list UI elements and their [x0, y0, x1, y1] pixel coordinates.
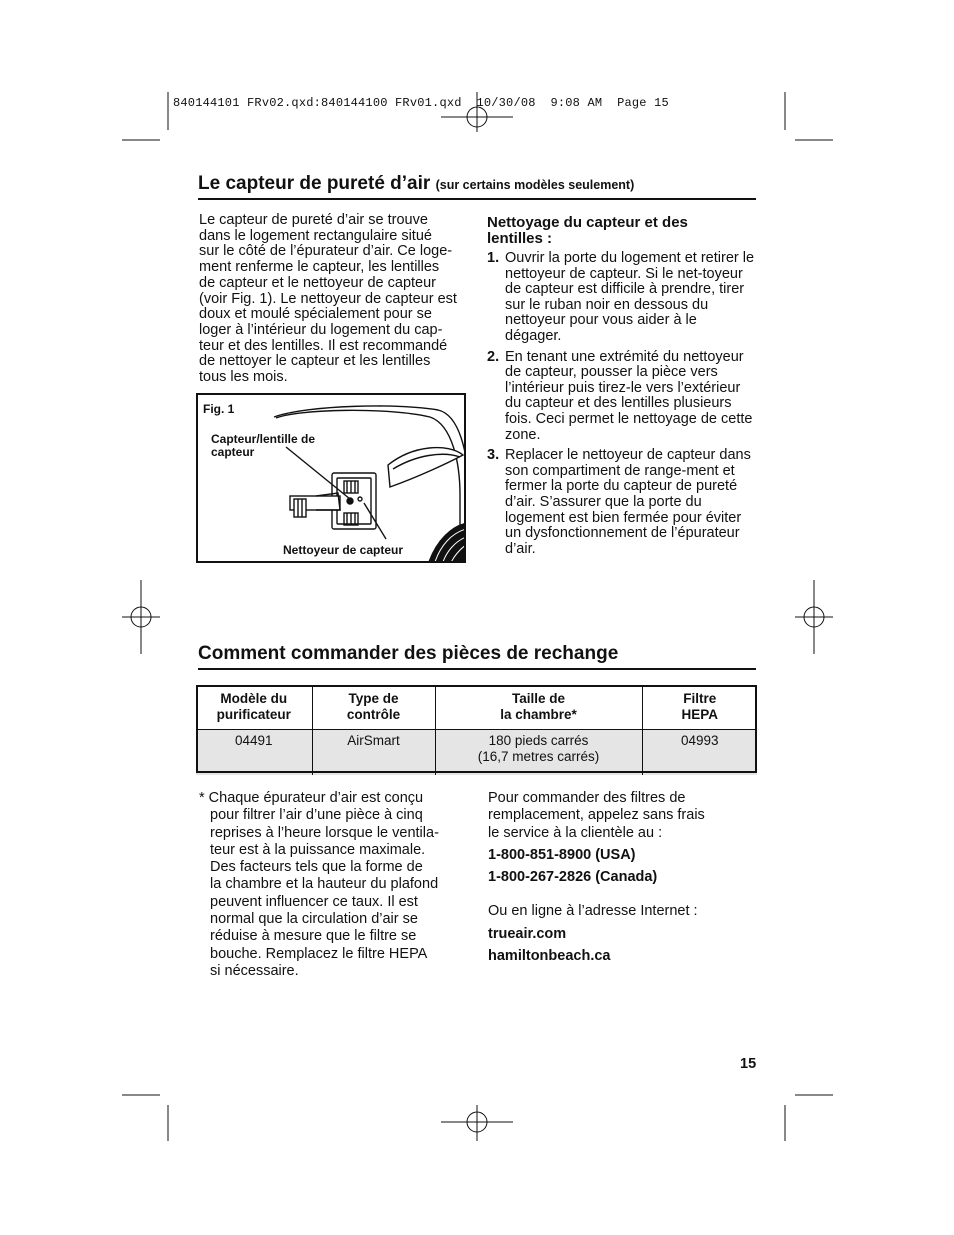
cleaning-steps	[487, 251, 757, 562]
intro-line: sur le côté de l’épurateur d’air. Ce loge-	[199, 243, 453, 260]
contact-intro-line: remplacement, appelez sans frais	[488, 807, 705, 824]
section-rule	[198, 198, 756, 200]
contact-intro-line: Pour commander des filtres de	[488, 790, 686, 806]
section-title-note: (sur certains modèles seulement)	[435, 178, 635, 192]
footnote-line: Des facteurs tels que la forme de	[210, 859, 423, 876]
footnote-line: réduise à mesure que le filtre se	[210, 928, 417, 945]
section-title-sensor	[198, 173, 634, 195]
registration-mark-bottom	[441, 1105, 513, 1141]
table-header-row	[196, 685, 757, 730]
table-cell-line: 04491	[234, 733, 273, 748]
table-header-cell	[312, 685, 435, 730]
table-cell	[312, 730, 435, 776]
online-text: Ou en ligne à l’adresse Internet :	[488, 903, 698, 920]
callout-sensor-cleaner: Nettoyeur de capteur	[283, 543, 404, 557]
intro-line: (voir Fig. 1). Le nettoyeur de capteur est	[199, 290, 457, 307]
footnote	[199, 790, 474, 980]
website-trueair: trueair.com	[488, 925, 567, 942]
section-rule-2	[198, 668, 756, 670]
footnote-line: teur est à la puissance maximale.	[210, 841, 426, 858]
cleaning-step	[487, 350, 757, 444]
table-cell	[435, 730, 642, 776]
footnote-line: normal que la circulation d’air se	[210, 911, 418, 928]
step-text: Replacer le nettoyeur de capteur dans son compartiment de range-ment et fermer la porte du capteur de pureté d’air. S’assurer que la porte du logement est bien fermée pour éviter un dysfonctionnement de l’épurateur d’air.	[505, 447, 751, 557]
table-cell-line: AirSmart	[347, 733, 400, 748]
step-number: 1.	[487, 250, 500, 266]
table-header-cell-line: purificateur	[216, 707, 291, 722]
table-cell	[642, 730, 757, 776]
table-header-cell-line: Filtre	[683, 691, 717, 706]
cleaning-step	[487, 251, 757, 345]
website-hamiltonbeach: hamiltonbeach.ca	[488, 948, 611, 965]
registration-mark-left	[122, 580, 160, 654]
figure-1	[196, 393, 466, 563]
table-header-cell-line: Modèle du	[220, 691, 288, 706]
step-text: En tenant une extrémité du nettoyeur de capteur, pousser la pièce vers l’intérieur puis tirez-le vers l’extérieur du capteur et des lentilles plusieurs fois. Ceci permet le nettoyage de cette zone.	[505, 348, 753, 443]
parts-table	[196, 685, 757, 775]
registration-mark-right	[795, 580, 833, 654]
cleaning-step	[487, 448, 757, 557]
table-header-cell	[435, 685, 642, 730]
intro-line: de nettoyer le capteur et les lentilles	[199, 353, 431, 370]
intro-line: doux et moulé spécialement pour se	[199, 306, 432, 323]
table-header-cell-line: la chambre*	[500, 707, 577, 722]
table-cell-line: (16,7 metres carrés)	[477, 749, 600, 764]
page-number: 15	[740, 1056, 757, 1072]
footnote-line: pour filtrer l’air d’une pièce à cinq	[210, 807, 423, 824]
intro-paragraph	[199, 213, 474, 386]
table-header-cell	[196, 685, 312, 730]
table-header-cell	[642, 685, 757, 730]
phone-usa: 1-800-851-8900 (USA)	[488, 846, 636, 863]
figure-label: Fig. 1	[203, 402, 235, 416]
intro-line: teur et des lentilles. Il est recommandé	[199, 337, 448, 354]
footnote-line: reprises à l’heure lorsque le ventila-	[210, 824, 439, 841]
intro-line: tous les mois.	[199, 369, 288, 386]
step-number: 2.	[487, 348, 500, 365]
step-number: 3.	[487, 447, 500, 464]
step-text: Ouvrir la porte du logement et retirer le nettoyeur de capteur. Si le net-toyeur de capteur est difficile à prendre, tirer sur le ruban noir en dessous du nettoyeur pour vous aider à le dégager.	[505, 250, 755, 344]
footnote-line: si nécessaire.	[210, 962, 299, 979]
cleaning-title: Nettoyage du capteur et des lentilles :	[487, 214, 688, 247]
file-slug: 840144101 FRv02.qxd:840144100 FRv01.qxd 10/30/08 9:08 AM Page 15	[173, 96, 669, 110]
callout-sensor-lens: Capteur/lentille de capteur	[211, 432, 316, 459]
intro-line: loger à l’intérieur du logement du cap-	[199, 321, 443, 338]
section-title-text: Le capteur de pureté d’air	[198, 173, 431, 194]
footnote-line: peuvent influencer ce taux. Il est	[210, 893, 418, 910]
table-header-cell-line: Type de	[348, 691, 399, 706]
sensor-illustration	[198, 395, 466, 563]
contact-intro-line: le service à la clientèle au :	[488, 824, 663, 841]
footnote-line: la chambre et la hauteur du plafond	[210, 876, 439, 893]
footnote-line: bouche. Remplacez le filtre HEPA	[210, 945, 428, 962]
intro-line: Le capteur de pureté d’air se trouve	[199, 212, 428, 228]
table-row	[196, 730, 757, 776]
section-title-parts: Comment commander des pièces de rechange	[198, 643, 619, 664]
phone-canada: 1-800-267-2826 (Canada)	[488, 869, 658, 886]
intro-line: ment renferme le capteur, les lentilles	[199, 259, 440, 276]
table-header-cell-line: Taille de	[511, 691, 566, 706]
intro-line: de capteur et le nettoyeur de capteur	[199, 274, 436, 291]
table-cell-line: 04993	[680, 733, 719, 748]
footnote-line: * Chaque épurateur d’air est conçu	[199, 790, 424, 806]
table-header-cell-line: contrôle	[346, 707, 401, 722]
intro-line: dans le logement rectangulaire situé	[199, 227, 432, 244]
contact-info	[488, 790, 753, 965]
table-cell	[196, 730, 312, 776]
table-header-cell-line: HEPA	[681, 707, 718, 722]
table-cell-line: 180 pieds carrés	[488, 733, 589, 748]
contact-intro	[488, 790, 753, 842]
